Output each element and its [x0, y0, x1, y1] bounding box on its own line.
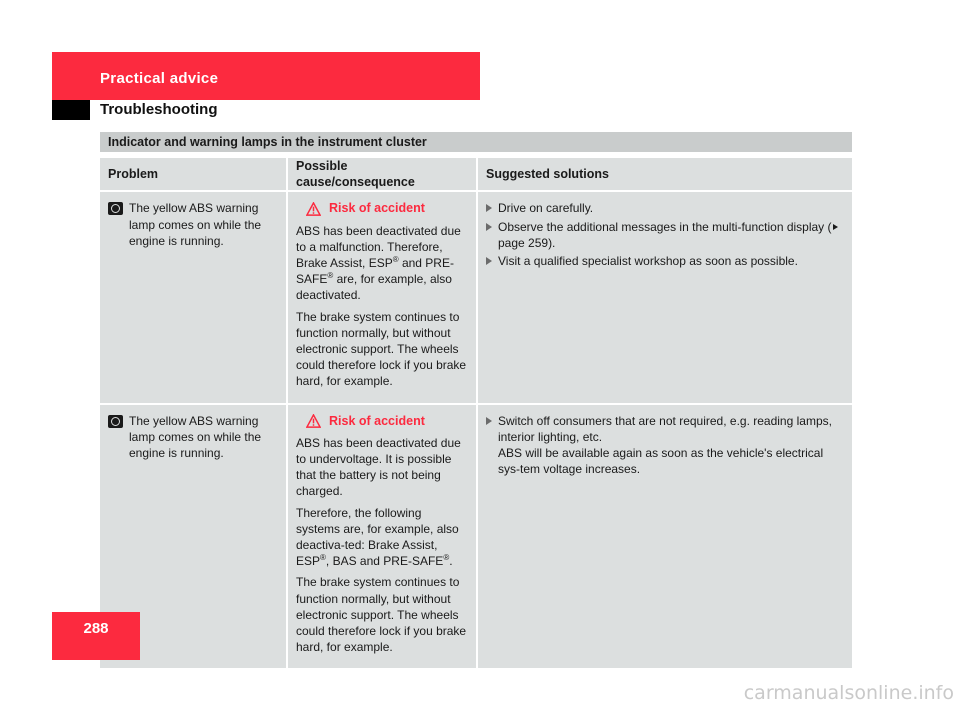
cause-cell	[286, 192, 476, 404]
warning-heading	[306, 200, 468, 216]
warning-triangle-icon	[306, 202, 321, 216]
troubleshooting-table	[100, 158, 852, 668]
column-header-cause: Possible cause/consequence	[286, 158, 476, 192]
warning-heading	[306, 413, 468, 429]
table-row	[100, 405, 852, 669]
watermark-text: carmanualsonline.info	[743, 682, 954, 704]
cause-paragraph: ABS has been deactivated due to a malfunction. Therefore, Brake Assist, ESP® and PRE-SAFE® are, for example, also deactivated.	[296, 223, 461, 303]
table-title: Indicator and warning lamps in the instrument cluster	[100, 132, 852, 152]
page-number-box	[52, 612, 140, 660]
cause-cell	[286, 405, 476, 669]
page-number: 288	[83, 620, 109, 637]
solution-item: Switch off consumers that are not required, e.g. reading lamps, interior lighting, etc. ABS will be available again as soon as the vehicle's electrical sys-tem voltage increases.	[486, 413, 844, 478]
abs-warning-lamp-icon	[108, 202, 123, 215]
section-header-band	[52, 52, 480, 100]
column-header-problem: Problem	[100, 158, 286, 192]
abs-warning-lamp-icon	[108, 415, 123, 428]
solution-item: Observe the additional messages in the multi-function display (page 259).	[486, 219, 844, 251]
table-row	[100, 192, 852, 404]
section-title: Practical advice	[100, 70, 219, 87]
cause-paragraph: The brake system continues to function normally, but without electronic support. The wheels could therefore lock if you brake hard, for example.	[296, 309, 467, 389]
bullet-arrow-icon	[486, 417, 492, 425]
problem-cell	[100, 192, 286, 404]
page-reference-link[interactable]: page 259	[498, 235, 549, 250]
warning-triangle-icon	[306, 414, 321, 428]
solutions-cell	[476, 405, 852, 669]
subsection-title: Troubleshooting	[100, 101, 218, 118]
warning-title: Risk of accident	[329, 413, 425, 428]
warning-title: Risk of accident	[329, 201, 425, 216]
bullet-arrow-icon	[486, 204, 492, 212]
cause-paragraph: ABS has been deactivated due to undervoltage. It is possible that the battery is not being charged.	[296, 435, 461, 499]
bullet-arrow-icon	[486, 223, 492, 231]
solution-item: Drive on carefully.	[486, 200, 844, 216]
subsection-marker	[52, 100, 90, 120]
page-reference-arrow-icon	[833, 224, 838, 230]
solutions-cell	[476, 192, 852, 404]
problem-text: The yellow ABS warning lamp comes on while the engine is running.	[129, 413, 262, 461]
problem-text: The yellow ABS warning lamp comes on while the engine is running.	[129, 201, 262, 248]
cause-paragraph: The brake system continues to function normally, but without electronic support. The wheels could therefore lock if you brake hard, for example.	[296, 575, 467, 655]
cause-paragraph: Therefore, the following systems are, for example, also deactiva-ted: Brake Assist, ESP®, BAS and PRE-SAFE®.	[296, 505, 459, 569]
column-header-solutions: Suggested solutions	[476, 158, 852, 192]
bullet-arrow-icon	[486, 257, 492, 265]
solution-item: Visit a qualified specialist workshop as soon as possible.	[486, 253, 844, 269]
table-header-row	[100, 158, 852, 192]
